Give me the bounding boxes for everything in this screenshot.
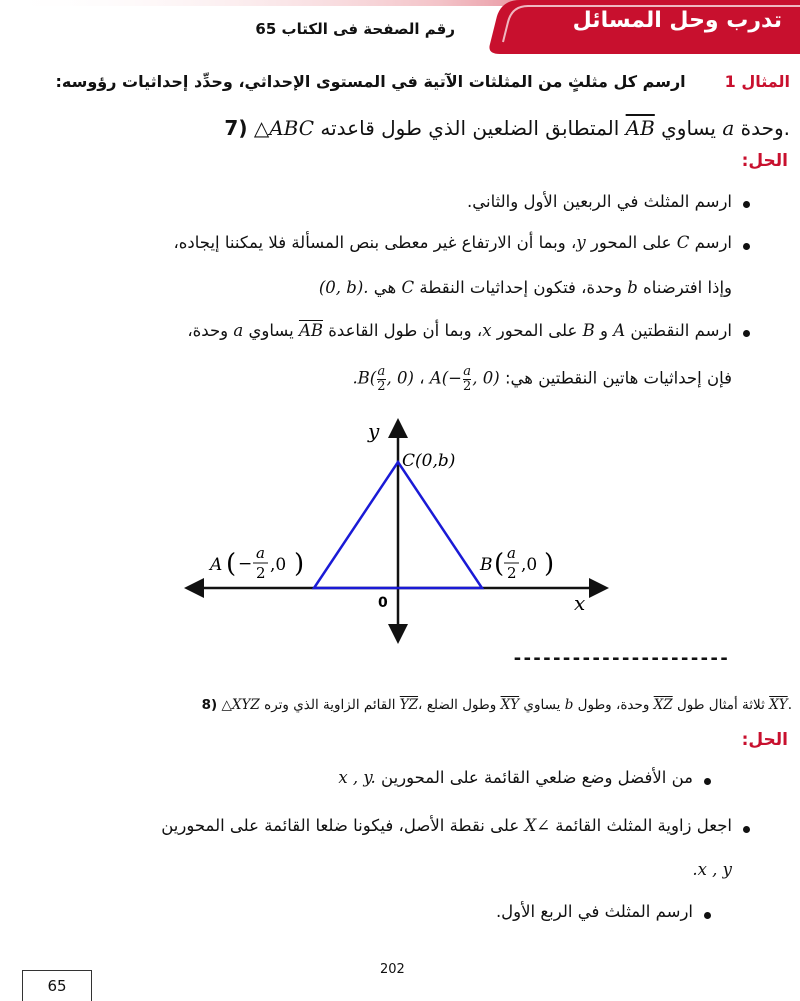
axes: x , y. — [338, 768, 376, 787]
frac-num: a — [463, 364, 471, 379]
paren: ( — [494, 549, 505, 579]
section-title: تدرب وحل المسائل — [572, 8, 782, 33]
text: ,0 — [270, 555, 287, 575]
solution-label: الحل: — [741, 730, 788, 750]
text: على نقطة الأصل، فيكونا ضلعا القائمة على المحورين — [161, 816, 520, 835]
paren: ) — [294, 549, 305, 579]
bullet-text — [161, 816, 732, 835]
question-8 — [0, 697, 792, 713]
bullet-text — [187, 321, 732, 340]
paren: ( — [226, 549, 237, 579]
origin-label: 0 — [378, 595, 388, 611]
var-b: b — [627, 278, 638, 297]
text: B — [480, 555, 493, 575]
bullet-continuation — [352, 365, 732, 393]
angle-x: ∠X — [524, 816, 551, 835]
triangle-figure — [180, 410, 620, 650]
text: ,0 — [521, 555, 538, 575]
text: ارسم النقطتين — [630, 321, 732, 340]
text: من الأفضل وضع ضلعي القائمة على المحورين — [381, 768, 693, 787]
bullet-dot — [743, 243, 750, 250]
text: و — [600, 321, 608, 340]
var-b: b — [564, 697, 574, 713]
text: وحدة، — [187, 321, 229, 340]
bullet-dot — [743, 826, 750, 833]
question-number: 8) — [201, 697, 218, 713]
text: ثلاثة أمثال طول — [676, 697, 765, 713]
triangle-name: △XYZ — [221, 697, 260, 713]
example-label: المثال 1 — [724, 72, 790, 91]
paren: ) — [544, 549, 555, 579]
var-a: a — [233, 321, 244, 340]
var-a: a — [722, 116, 735, 140]
coord-b — [352, 365, 414, 393]
triangle-name: △ABC — [253, 116, 315, 140]
var-y: y — [576, 233, 586, 252]
segment-ab: AB — [298, 321, 324, 340]
text: ، وطول الضلع — [418, 697, 497, 713]
coordinate: (0, b). — [318, 278, 369, 297]
frac-num: a — [256, 544, 265, 562]
q7-unit: وحدة. — [740, 116, 790, 140]
bullet-text: ارسم المثلث في الربعين الأول والثاني. — [467, 192, 732, 211]
text: ارسم — [694, 233, 732, 252]
frac-den: 2 — [377, 378, 386, 394]
text: يساوي — [523, 697, 561, 713]
question-number: 7) — [224, 116, 248, 140]
solution-label: الحل: — [741, 151, 788, 171]
text: اجعل زاوية المثلث القائمة — [555, 816, 732, 835]
text: هي — [373, 278, 397, 297]
point-c: C — [401, 278, 415, 297]
axes: .x , y — [692, 860, 732, 879]
bullet-dot — [743, 330, 750, 337]
frac-den: 2 — [256, 564, 266, 582]
segment-xy: XY — [500, 697, 520, 713]
text: . — [787, 697, 792, 713]
page-number: 202 — [380, 962, 405, 977]
point-a-label — [208, 544, 304, 582]
point-c-label: C(0,b) — [402, 451, 456, 471]
point-a: A — [613, 321, 626, 340]
text: يساوي — [248, 321, 294, 340]
frac-num: a — [377, 364, 386, 379]
bullet-dot — [704, 912, 711, 919]
text: ، وبما أن الارتفاع غير معطى بنص المسألة فلا يمكننا إيجاده، — [173, 233, 577, 252]
frac-den: 2 — [507, 564, 517, 582]
text: ، وبما أن طول القاعدة — [328, 321, 483, 340]
text: على المحور — [496, 321, 578, 340]
text: فإن إحداثيات هاتين النقطتين هي: — [504, 368, 732, 388]
example-text: ارسم كل مثلثٍ من المثلثات الآتية في المستوى الإحداثي، وحدِّد إحداثيات رؤوسه: — [55, 72, 686, 91]
frac-den: 2 — [462, 378, 472, 394]
var-x: x — [482, 321, 492, 340]
text: .B( — [352, 368, 377, 388]
separator: ، — [413, 368, 425, 388]
segment-xy: XY — [769, 697, 788, 713]
text: , 0) — [472, 368, 500, 388]
text: A(− — [429, 368, 462, 388]
bullet-text — [173, 233, 732, 252]
text: وحدة، وطول — [577, 697, 650, 713]
book-page-number-box: 65 — [22, 970, 92, 1001]
x-axis-label: x — [574, 591, 586, 615]
y-axis-label: y — [368, 419, 380, 443]
text: A — [210, 555, 223, 575]
coord-a — [430, 365, 500, 393]
bullet-text: ارسم المثلث في الربع الأول. — [495, 902, 693, 921]
q7-text-2: يساوي — [661, 116, 716, 140]
book-page-reference: رقم الصفحة فى الكتاب 65 — [255, 20, 455, 38]
point-b: B — [582, 321, 595, 340]
segment-yz: YZ — [399, 697, 419, 713]
bullet-continuation — [319, 278, 732, 297]
text: , 0) — [386, 368, 414, 388]
bullet-dot — [704, 778, 711, 785]
point-b-label — [479, 544, 554, 582]
point-c: C — [676, 233, 690, 252]
section-divider: ---------------------- — [512, 648, 729, 668]
text: القائم الزاوية الذي وتره — [264, 697, 396, 713]
bullet-text — [338, 768, 693, 787]
text: وحدة، فتكون إحداثيات النقطة — [419, 278, 622, 297]
minus: − — [238, 554, 253, 574]
text: وإذا افترضناه — [643, 278, 732, 297]
bullet-continuation — [692, 860, 732, 879]
bullet-dot — [743, 201, 750, 208]
text: على المحور — [590, 233, 672, 252]
frac-num: a — [507, 544, 516, 562]
example-instruction — [0, 72, 790, 91]
segment-xz: XZ — [653, 697, 673, 713]
question-7 — [0, 116, 790, 140]
segment-ab: AB — [625, 116, 655, 140]
q7-text: المتطابق الضلعين الذي طول قاعدته — [320, 116, 620, 140]
